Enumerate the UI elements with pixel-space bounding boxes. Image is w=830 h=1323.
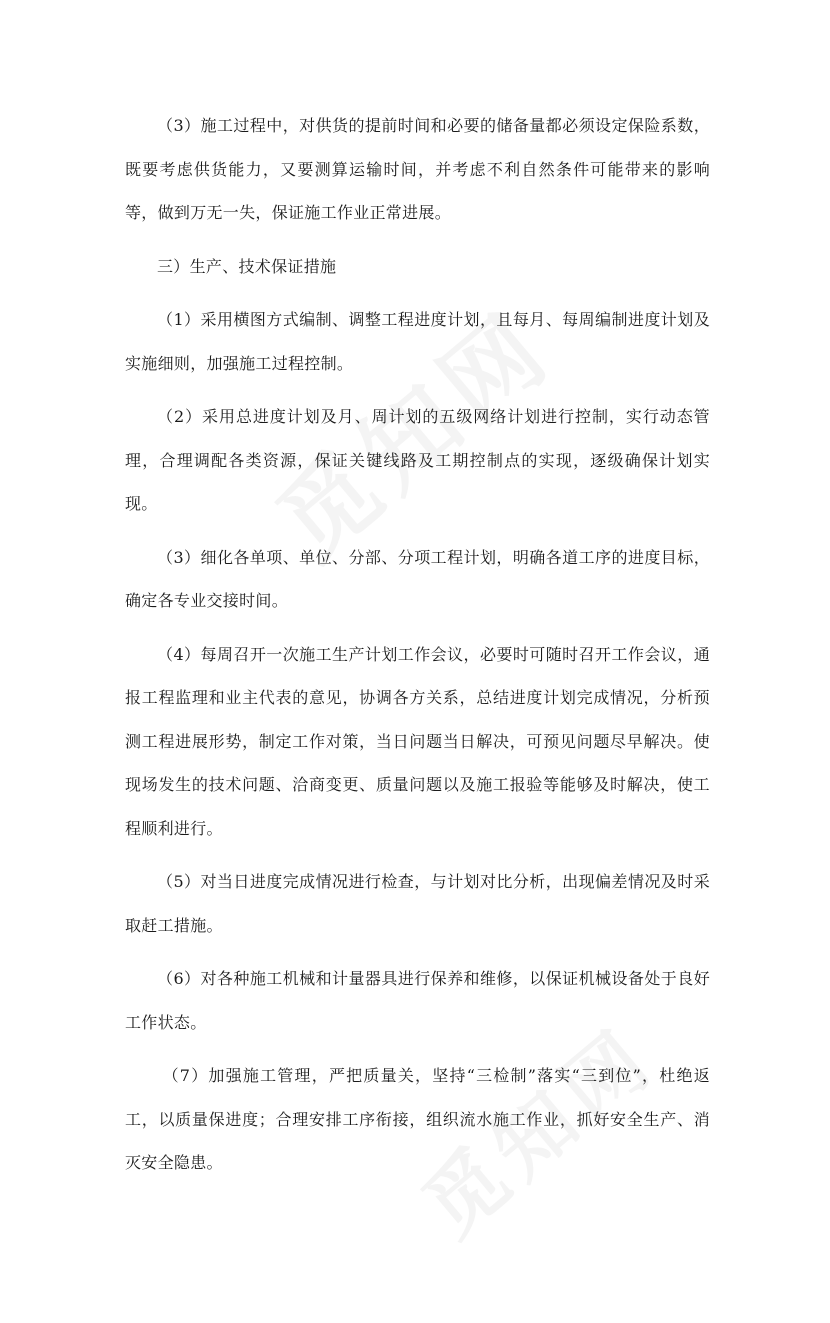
paragraph-supply-insurance: （3）施工过程中，对供货的提前时间和必要的储备量都必须设定保险系数，既要考虑供货能力，又要测算运输时间，并考虑不利自然条件可能带来的影响等，做到万无一失，保证施工作业正常进展。	[125, 116, 710, 222]
list-item-4: （4）每周召开一次施工生产计划工作会议，必要时可随时召开工作会议，通报工程监理和业主代表的意见，协调各方关系，总结进度计划完成情况，分析预测工程进展形势，制定工作对策，当日问题当日解决，可预见问题尽早解决。使现场发生的技术问题、洽商变更、质量问题以及施工报验等能够及时解决，使工程顺利进行。	[125, 644, 710, 838]
list-item-7: （7）加强施工管理，严把质量关，坚持“三检制”落实“三到位”，杜绝返工，以质量保进度；合理安排工序衔接，组织流水施工作业，抓好安全生产、消灭安全隐患。	[125, 1066, 710, 1172]
document-body	[125, 104, 710, 1195]
list-item-6: （6）对各种施工机械和计量器具进行保养和维修，以保证机械设备处于良好工作状态。	[125, 969, 710, 1032]
list-item-1: （1）采用横图方式编制、调整工程进度计划，且每月、每周编制进度计划及实施细则，加强施工过程控制。	[125, 310, 710, 373]
list-item-5: （5）对当日进度完成情况进行检查，与计划对比分析，出现偏差情况及时采取赶工措施。	[125, 872, 710, 935]
section-heading-production-technical: 三）生产、技术保证措施	[157, 256, 337, 276]
list-item-2: （2）采用总进度计划及月、周计划的五级网络计划进行控制，实行动态管理，合理调配各类资源，保证关键线路及工期控制点的实现，逐级确保计划实现。	[125, 407, 710, 513]
list-item-3: （3）细化各单项、单位、分部、分项工程计划，明确各道工序的进度目标，确定各专业交接时间。	[125, 547, 710, 610]
